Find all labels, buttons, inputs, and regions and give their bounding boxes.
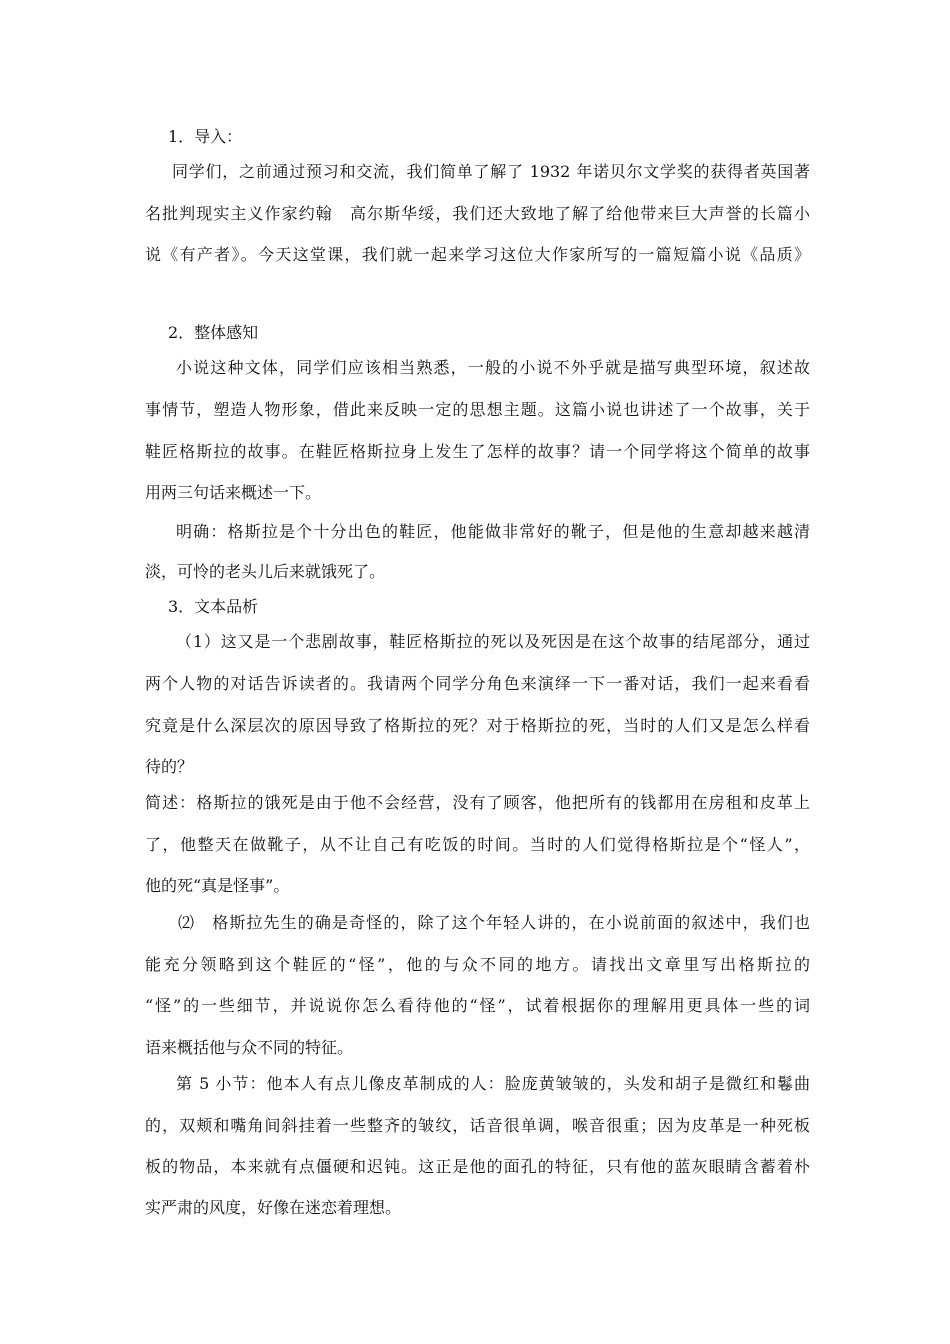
s2-p1-line-4: 用两三句话来概述一下。 [145, 483, 322, 502]
s3-p3-line-3: “怪”的一些细节，并说说你怎么看待他的“怪”，试着根据你的理解用更具体一些的词 [145, 996, 810, 1015]
s1-p1-line-2: 名批判现实主义作家约翰 高尔斯华绥，我们还大致地了解了给他带来巨大声誉的长篇小 [145, 204, 810, 223]
s3-p1-line-3: 究竟是什么深层次的原因导致了格斯拉的死？对于格斯拉的死，当时的人们又是怎么样看 [145, 716, 810, 735]
s1-p1-line-3: 说《有产者》。今天这堂课，我们就一起来学习这位大作家所写的一篇短篇小说《品质》 [145, 245, 810, 264]
s3-p1-line-1: （1）这又是一个悲剧故事，鞋匠格斯拉的死以及死因是在这个故事的结尾部分，通过 [176, 632, 810, 651]
s2-p1-line-2: 事情节，塑造人物形象，借此来反映一定的思想主题。这篇小说也讲述了一个故事，关于 [145, 400, 810, 419]
s3-p1-line-2: 两个人物的对话告诉读者的。我请两个同学分角色来演绎一下一番对话，我们一起来看看 [145, 674, 810, 693]
s3-p2-line-3: 他的死“真是怪事”。 [145, 876, 290, 895]
s3-p2-line-1: 简述：格斯拉的饿死是由于他不会经营，没有了顾客，他把所有的钱都用在房租和皮革上 [145, 793, 810, 812]
s3-p3-line-4: 语来概括他与众不同的特征。 [145, 1038, 354, 1057]
s3-p4-line-1: 第 5 小节：他本人有点儿像皮革制成的人：脸庞黄皱皱的，头发和胡子是微红和鬈曲 [176, 1074, 810, 1093]
section-2-heading: 2．整体感知 [168, 323, 259, 342]
s3-p2-line-2: 了，他整天在做靴子，从不让自己有吃饭的时间。当时的人们觉得格斯拉是个“怪人”， [145, 835, 810, 854]
s3-p3-line-2: 能充分领略到这个鞋匠的“怪”，他的与众不同的地方。请找出文章里写出格斯拉的 [145, 955, 810, 974]
s3-p4-line-2: 的，双颊和嘴角间斜挂着一些整齐的皱纹，话音很单调，喉音很重；因为皮革是一种死板 [145, 1116, 810, 1135]
s3-p3-line-1: ⑵ 格斯拉先生的确是奇怪的，除了这个年轻人讲的，在小说前面的叙述中，我们也 [178, 913, 810, 932]
s2-p1-line-1: 小说这种文体，同学们应该相当熟悉，一般的小说不外乎就是描写典型环境，叙述故 [176, 358, 810, 377]
s1-p1-line-1: 同学们，之前通过预习和交流，我们简单了解了 1932 年诺贝尔文学奖的获得者英国著 [172, 162, 810, 181]
s3-p4-line-4: 实严肃的风度，好像在迷恋着理想。 [145, 1198, 402, 1217]
s3-p4-line-3: 板的物品，本来就有点僵硬和迟钝。这正是他的面孔的特征，只有他的蓝灰眼睛含蓄着朴 [145, 1157, 810, 1176]
s2-p2-line-1: 明确：格斯拉是个十分出色的鞋匠，他能做非常好的靴子，但是他的生意却越来越清 [176, 522, 810, 541]
s2-p2-line-2: 淡，可怜的老头儿后来就饿死了。 [145, 562, 386, 581]
s2-p1-line-3: 鞋匠格斯拉的故事。在鞋匠格斯拉身上发生了怎样的故事？请一个同学将这个简单的故事 [145, 442, 810, 461]
section-3-heading: 3．文本品析 [168, 597, 259, 616]
s3-p1-line-4: 待的？ [145, 757, 194, 776]
section-1-heading: 1．导入： [168, 127, 243, 146]
